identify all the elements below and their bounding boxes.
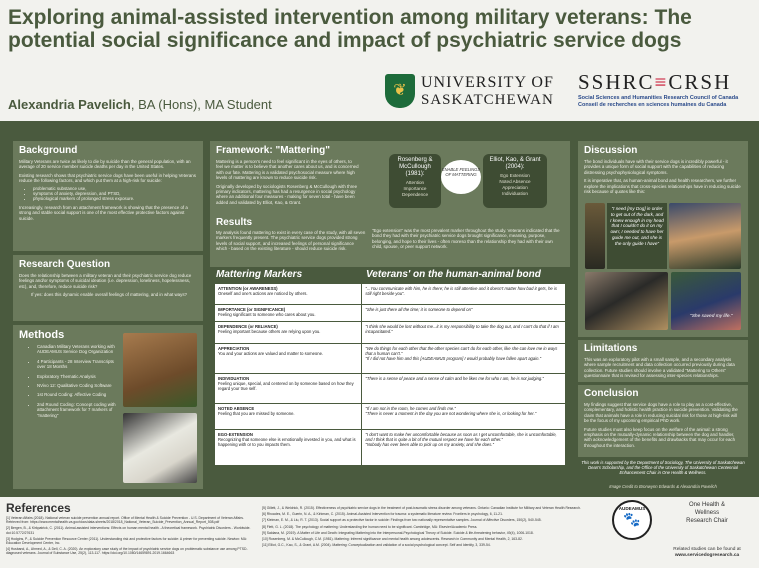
elliot-item: Noted Absence xyxy=(499,179,531,184)
reference-item: [3] Hodgins, P., & Suicide Prevention Resource Center (2011). Understanding risk and protective factors for suicide: A primer for preventing suicide. Newton: MA: Education Development Center, Inc. xyxy=(6,536,247,546)
reference-item: [7] Kleiman, E. M., & Liu, R. T. (2013). Social support as a protective factor in suicide: Findings from two nationally representative samples. Journal of Affective Disorders, 150(2), 540-545. xyxy=(262,518,542,523)
onehealth-line3: Research Chair xyxy=(686,518,728,524)
related-url[interactable]: www.servicedogresearch.ca xyxy=(674,553,740,558)
conclusion-p1: My findings suggest that service dogs have a role to play as a cost-effective, complementary, and holistic health practice in suicide prevention. Validating the claim that animals have a role in reducing suicidal risk for those at high-risk will be the focus of my upcoming empirical PhD work. xyxy=(584,402,738,424)
conclusion-p2: Future studies must also keep focus on the welfare of the animal: a strong emphasis on the mutually-dynamic relationship between the dog and handler, with acknowledgement of the benefits and drawbacks that may occur for each throughout the interaction. xyxy=(584,426,736,448)
reference-item: [5] Gillett, J., & Weldrick, R. (2015). Effectiveness of psychiatric service dogs in the treatment of post-traumatic stress disorder among veterans. Ontario: Canadian Institute for Military and Veteran Health Research. xyxy=(262,506,581,510)
reference-item: [1] Veteran Affairs (2018). National veteran suicide prevention annual report. Office of Mental Health & Suicide Prevention - U.S. Department of Veteran Affairs. Retrieved from: https://www.mentalhealth.va.gov/docs/data-sheets/2018/2018_National_Veteran_Suicide_Prevention_Annual_Report_508.pdf xyxy=(6,516,244,525)
table-row: ATTENTION (or AWARENESS) Oneself and one's actions are noticed by others. "...You communicate with him, he is there; he is still attentive and it doesn't matter how bad it gets, he is still right beside you". xyxy=(215,284,566,305)
background-bullets xyxy=(25,186,197,202)
framework-heading: Framework: "Mattering" xyxy=(216,145,330,156)
rosenberg-item: Dependence xyxy=(401,192,429,197)
methods-heading: Methods xyxy=(19,329,65,341)
sshrc-french: Conseil de recherches en sciences humaines du Canada xyxy=(578,102,727,108)
mattering-diagram xyxy=(365,141,570,215)
list-item: • symptoms of anxiety, depression, and PTSD, xyxy=(33,191,197,196)
related-studies xyxy=(660,547,754,559)
elliot-box xyxy=(483,154,547,208)
discussion-quote-2: "She saved my life." xyxy=(690,314,733,319)
list-item: • 1st Round Coding: Affective Coding xyxy=(37,392,121,397)
research-question-p2: If yes: does this dynamic enable overall feelings of mattering, and in what ways? xyxy=(31,292,187,298)
framework-p1: Mattering is a person's need to feel significant in the eyes of others, to feel we matter is to believe that another cares about us, and is concerned with our fate. Mattering is a validated psychosocial measure where high levels of mattering are known to reduce suicide risk. xyxy=(216,159,359,181)
research-question-p1: Does the relationship between a military veteran and their psychiatric service dog reduce feelings and/or symptoms of suicidal ideation (i.e. depression, loneliness, hopelessness, etc), and, therefore, reduce suicide risk? xyxy=(19,273,192,289)
usask-logo xyxy=(385,72,575,112)
discussion-p2: It is imperative that, as human-animal bond and health researchers, we further explore the implications that cross-species relationships have in reducing suicide risk because of quotes like this: xyxy=(584,178,741,195)
sshrc-english: Social Sciences and Humanities Research Council of Canada xyxy=(578,95,739,101)
mattering-table-panel xyxy=(210,267,570,494)
references-heading: References xyxy=(6,501,71,515)
image-credit: Image Credit to Bronwynn Edwards & Alexandria Pavelich xyxy=(609,484,717,489)
sshrc-logo xyxy=(578,70,758,109)
reference-item: [11] Elliot, G.C., Kao, S., & Grant, A.M. (2004). Mattering: Conceptualization and validation of a social psychological concept. Self and Identity, 3, 339-54. xyxy=(262,543,491,548)
references-col1 xyxy=(6,516,256,556)
author-degrees: , BA (Hons), MA Student xyxy=(130,97,272,112)
references-col2 xyxy=(262,506,607,547)
onehealth-line1: One Health & xyxy=(688,502,726,508)
rosenberg-title: Rosenberg & McCullough (1981): xyxy=(397,157,433,177)
results-panel xyxy=(210,215,570,267)
onehealth-line2: Wellness xyxy=(694,510,720,516)
results-heading: Results xyxy=(216,217,253,228)
elliot-title: Elliot, Kao, & Grant (2004): xyxy=(489,157,541,170)
usask-crest-icon: ❦ xyxy=(385,74,415,108)
onehealth-logo xyxy=(660,501,754,525)
related-label: Related studies can be found at xyxy=(673,547,741,552)
dog-photo-white xyxy=(123,413,197,483)
reference-item: [6] Rhoades, M. E., Guerin, N. A., & Kirkman, C. (2015). Animal-Assisted Intervention for trauma: a systematic literature review. Frontiers in psychology, 6, 11-21. xyxy=(262,512,503,517)
mattering-center-circle: ENABLE FEELINGS OF MATTERING xyxy=(441,160,481,194)
references-section xyxy=(0,497,759,568)
support-statement: This work is supported by the Department of Sociology, The University of Saskatchewan Dean's Scholarship, and the Office of the University of Saskatchewan Centennial Enhancement Chair in One Health & Wellness. xyxy=(581,460,745,476)
list-item: • problematic substance use, xyxy=(33,186,197,191)
photo-veteran-dog-3 xyxy=(671,272,741,330)
framework-panel xyxy=(210,141,365,215)
poster-title: Exploring animal-assisted intervention among military veterans: The potential social significance and impact of psychiatric service dogs xyxy=(8,6,692,52)
background-p3: Increasingly, research from an attachment framework is showing that the presence of a strong and stable social support is one of the most effective protective factors against suicide. xyxy=(19,204,188,221)
table-col2-header: Veterans' on the human-animal bond xyxy=(366,269,541,280)
research-question-heading: Research Question xyxy=(19,259,111,270)
audeamus-logo xyxy=(612,500,652,540)
list-item: • 2nd Round Coding: Concept coding with attachment framework for 7 markers of "mattering" xyxy=(37,402,121,418)
methods-list xyxy=(29,344,121,418)
elliot-item: Ego Extension xyxy=(500,173,530,178)
list-item: • NVivo 12: Qualitative Coding Software xyxy=(37,383,121,388)
background-panel xyxy=(13,141,203,251)
photo-veteran-dog-2 xyxy=(585,272,668,330)
author-line xyxy=(8,97,272,112)
list-item: • physiological markers of prolonged stress exposure. xyxy=(33,196,197,201)
sshrc-wordmark: SSHRC≡CRSH xyxy=(578,70,732,94)
discussion-p1: The bond individuals have with their service dogs is incredibly powerful - it provides a unique form of social support with the capabilities of reducing distressing psychophysiological symptoms. xyxy=(584,159,728,175)
research-question-panel xyxy=(13,255,203,321)
elliot-item: Individuation xyxy=(502,191,528,196)
table-row: DEPENDENCE (or RELIANCE) Feeling important because others are relying upon you. "I think she would be lost without me...it is my responsibility to take the dog out, and I can't do that if I am incapacitated." xyxy=(215,322,566,344)
results-p2: "Ego extension" was the most prevalent marker throughout the study. Veterans indicated that the bond they had with their psychiatric service dogs brought significance, meaning, purpose, belonging, and hope to their lives - often moreso than the relationship they had with their own child, spouse, or peer support network. xyxy=(372,228,560,250)
rosenberg-item: Attention xyxy=(405,180,425,185)
framework-p2: Originally developed by sociologists Rosenberg & McCullough with three primary indicators, mattering has had a resurgence in social psychology where an additional four measures - making for seven total - have been added and validated by Elliot, Kao, & Grant. xyxy=(216,183,358,205)
photo-veteran-left xyxy=(585,203,605,269)
rosenberg-box xyxy=(389,154,441,208)
audeamus-text: AUDEAMUS xyxy=(618,506,646,511)
table-row: INDIVIDUATION Feeling unique, special, and centered on by someone based on how they regard your true self. "There is a sense of peace and a sense of calm and he likes me for who I am, he is not judging." xyxy=(215,374,566,404)
reference-item: [8] Flett, G. L. (2018). The psychology of mattering: Understanding the human need to be significant. Cambridge, MA: Elsevier/Academic Press. xyxy=(262,524,478,529)
list-item: • Canadian Military Veterans working with AUDEAMUS Service Dog Organization xyxy=(37,344,121,355)
list-item: • Exploratory Thematic Analysis xyxy=(37,374,121,379)
rosenberg-item: Importance xyxy=(403,186,427,191)
background-heading: Background xyxy=(19,145,78,156)
discussion-quote-1: "I need [my Dog] in order to get out of the dark, and I knew enough in my head that I couldn't do it on my own; I needed to have her guide me out, and she is the only guide I have" xyxy=(607,203,667,269)
background-p1: Military Veterans are twice as likely to die by suicide than the general population, with an average of 20 service member suicide deaths per day in the United States. xyxy=(19,159,191,170)
results-p1: My analysis found mattering to exist in every case of the study, with all seven markers frequently present. The psychiatric service dogs provided strong levels of social support, and increased feelings of personal significance which - based on the existing literature - should reduce suicide risk. xyxy=(216,230,366,252)
discussion-heading: Discussion xyxy=(584,145,638,156)
reference-item: [2] Bergen, B., & Kirkpatrick, C. (2011). Animal-assisted interventions: Effects on human mental health - A theoretical framework. Psychiatric Disorders - Worldwide. doi:10.5772/27631 xyxy=(6,526,251,535)
table-row: IMPORTANCE (or SIGNIFICANCE) Feeling significant to someone who cares about you. "She is just there all the time; it is someone to depend on" xyxy=(215,305,566,322)
reference-item: [9] Saldana, M. (2019). A Matter of Life and Death: Integrating Mattering into the Interpersonal-Psychological Theory of Suicide. Suicide & life-threatening behavior, 49(4), 1006-1018. xyxy=(262,530,534,535)
usask-line2: SASKATCHEWAN xyxy=(421,92,554,108)
limitations-heading: Limitations xyxy=(584,343,638,354)
reference-item: [10] Rosenberg, M. & McCullough, C.M. (1981). Mattering: Inferred significance and mental health among adolescents. Research in Community and Mental Health, 2, 163-82. xyxy=(262,537,523,542)
photo-veteran-dog-1 xyxy=(669,203,741,269)
mattering-table xyxy=(214,283,566,466)
conclusion-panel xyxy=(578,385,748,457)
author-name: Alexandria Pavelich xyxy=(8,97,131,112)
table-row: EGO-EXTENSION Recognizing that someone else is emotionally invested in you, and what is happening with or to you impacts them. "I don't want to make her uncomfortable because as soon as I get uncomfortable, she is uncomfortable, and I think that is quite a bit of the mutual respect we have for each other." "Nobody has ever been able to pick up on my anxiety, and she does." xyxy=(215,430,566,466)
list-item: • 4 Participants - 28 Interview Transcripts over 18 Months xyxy=(37,359,121,370)
elliot-item: Appreciation xyxy=(502,185,528,190)
limitations-p1: This was an exploratory pilot with a small sample, and a secondary analysis where sample recruitment and data collection occurred previously during data collection. Future studies should involve a validated "Mattering to Others" questionnaire that is revised for assessing inter-species relationships. xyxy=(584,357,735,379)
table-row: NOTED ABSENCE Feeling that you are missed by someone. "If I am not in the room, he comes and finds me." "There is never a moment in the day you are not wondering where she is, or looking for her." xyxy=(215,404,566,430)
conclusion-heading: Conclusion xyxy=(584,388,639,399)
paw-icon: 🐾 xyxy=(623,511,641,527)
reference-item: [4] Husband, A., Ahmed, A., & Dell, C. A. (2020). An exploratory case study of the impact of psychiatric service dogs on problematic substance use among PTSD-diagnosed veterans. Journal of Substance Use, 25(2), 113-117. https://doi.org/10.1080/14659891.2019.1664663 xyxy=(6,547,248,556)
table-col1-header: Mattering Markers xyxy=(216,269,303,280)
methods-panel xyxy=(13,325,203,489)
limitations-panel xyxy=(578,340,748,382)
table-row: APPRECIATION You and your actions are valued and matter to someone. "We do things for each other that the other species can't do for each other, like she can love me in ways that a human can't." "If I did not have him and this [AUDEAMUS program] I would probably have fallen apart again." xyxy=(215,344,566,374)
usask-line1: UNIVERSITY OF xyxy=(421,74,554,91)
background-p2: Existing research shows that psychiatric service dogs have been useful in helping Veterans reduce the following factors, and which put them at a high-risk for suicide: xyxy=(19,172,196,184)
discussion-panel xyxy=(578,141,748,337)
dog-photo-brown xyxy=(123,333,197,407)
